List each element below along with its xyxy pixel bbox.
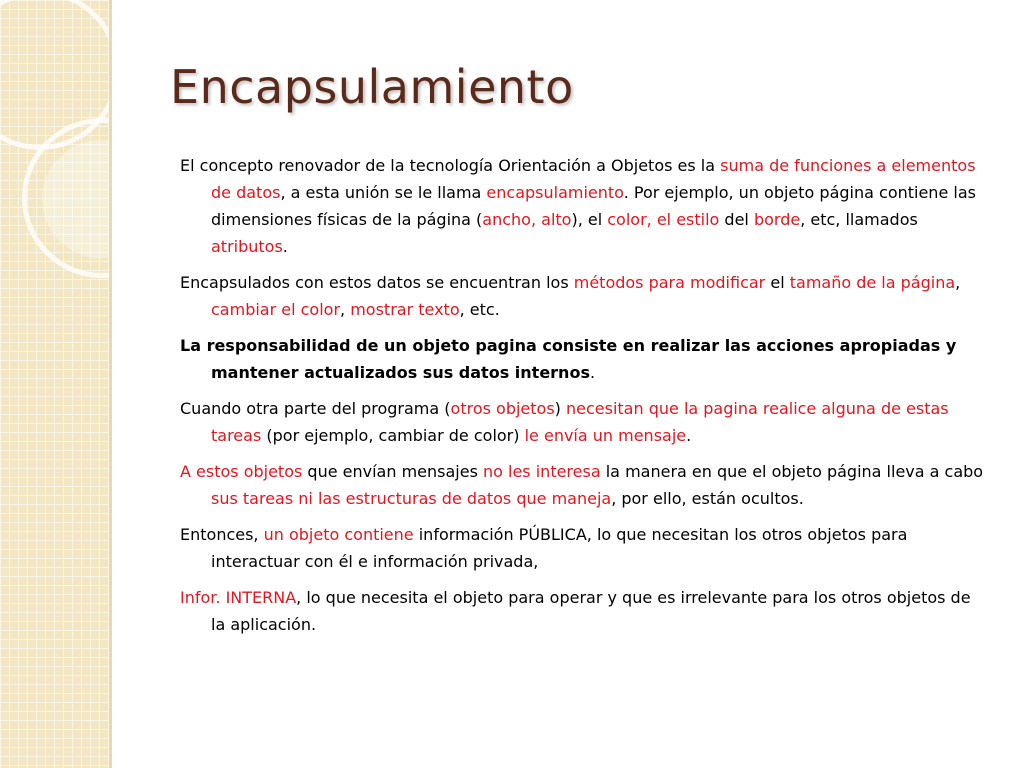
body-text: . Por ejemplo, un objeto página contiene las dimensiones físicas de la página (	[211, 183, 976, 229]
body-text: El concepto renovador de la tecnología Orientación a Objetos es la	[180, 156, 721, 175]
side-strip-edge	[109, 0, 112, 768]
body-paragraph	[180, 395, 988, 449]
body-text: (por ejemplo, cambiar de color)	[261, 426, 525, 445]
body-text: , etc.	[459, 300, 500, 319]
body-text: ,	[340, 300, 351, 319]
body-text: el	[765, 273, 790, 292]
body-text: ,	[955, 273, 961, 292]
highlighted-text: mostrar texto	[350, 300, 460, 319]
bold-text: La responsabilidad de un objeto pagina consiste en realizar las acciones apropiadas y mantener actualizados sus datos internos	[180, 336, 957, 382]
highlighted-text: necesitan que la pagina realice alguna de estas tareas	[211, 399, 949, 445]
highlighted-text: borde	[753, 210, 801, 229]
highlighted-text: A estos objetos	[180, 462, 303, 481]
body-text: Encapsulados con estos datos se encuentran los	[180, 273, 574, 292]
body-text: .	[686, 426, 692, 445]
decorative-side-strip	[0, 0, 112, 768]
body-paragraph	[180, 152, 988, 260]
body-paragraph	[180, 269, 988, 323]
body-text: , por ello, están ocultos.	[611, 489, 804, 508]
body-paragraph	[180, 332, 988, 386]
body-text: que envían mensajes	[302, 462, 483, 481]
highlighted-text: color, el estilo	[607, 210, 720, 229]
body-text: la manera en que el objeto página lleva a cabo	[600, 462, 984, 481]
body-text: del	[719, 210, 754, 229]
body-text: , lo que necesita el objeto para operar y que es irrelevante para los otros objetos de la aplicación.	[211, 588, 971, 634]
body-text: .	[589, 363, 596, 382]
highlighted-text: métodos para modificar	[573, 273, 766, 292]
highlighted-text: le envía un mensaje	[524, 426, 687, 445]
body-text: ), el	[571, 210, 608, 229]
body-paragraph	[180, 458, 988, 512]
highlighted-text: ancho, alto	[482, 210, 572, 229]
body-text: , a esta unión se le llama	[280, 183, 487, 202]
highlighted-text: sus tareas ni las estructuras de datos que maneja	[211, 489, 612, 508]
highlighted-text: cambiar el color	[211, 300, 341, 319]
body-text: Entonces,	[180, 525, 264, 544]
slide-body	[180, 152, 988, 647]
body-paragraph	[180, 521, 988, 575]
body-text: , etc, llamados	[800, 210, 918, 229]
highlighted-text: tamaño de la página	[789, 273, 956, 292]
highlighted-text: encapsulamiento	[486, 183, 624, 202]
body-text: )	[554, 399, 566, 418]
highlighted-text: atributos	[211, 237, 283, 256]
body-text: información PÚBLICA, lo que necesitan los otros objetos para interactuar con él e información privada,	[211, 525, 908, 571]
highlighted-text: un objeto contiene	[263, 525, 414, 544]
body-text: .	[282, 237, 288, 256]
highlighted-text: Infor. INTERNA	[180, 588, 297, 607]
body-text: Cuando otra parte del programa (	[180, 399, 451, 418]
highlighted-text: no les interesa	[483, 462, 601, 481]
highlighted-text: suma de funciones a elementos de datos	[211, 156, 976, 202]
highlighted-text: otros objetos	[450, 399, 555, 418]
slide-title: Encapsulamiento	[170, 60, 574, 114]
body-paragraph	[180, 584, 988, 638]
